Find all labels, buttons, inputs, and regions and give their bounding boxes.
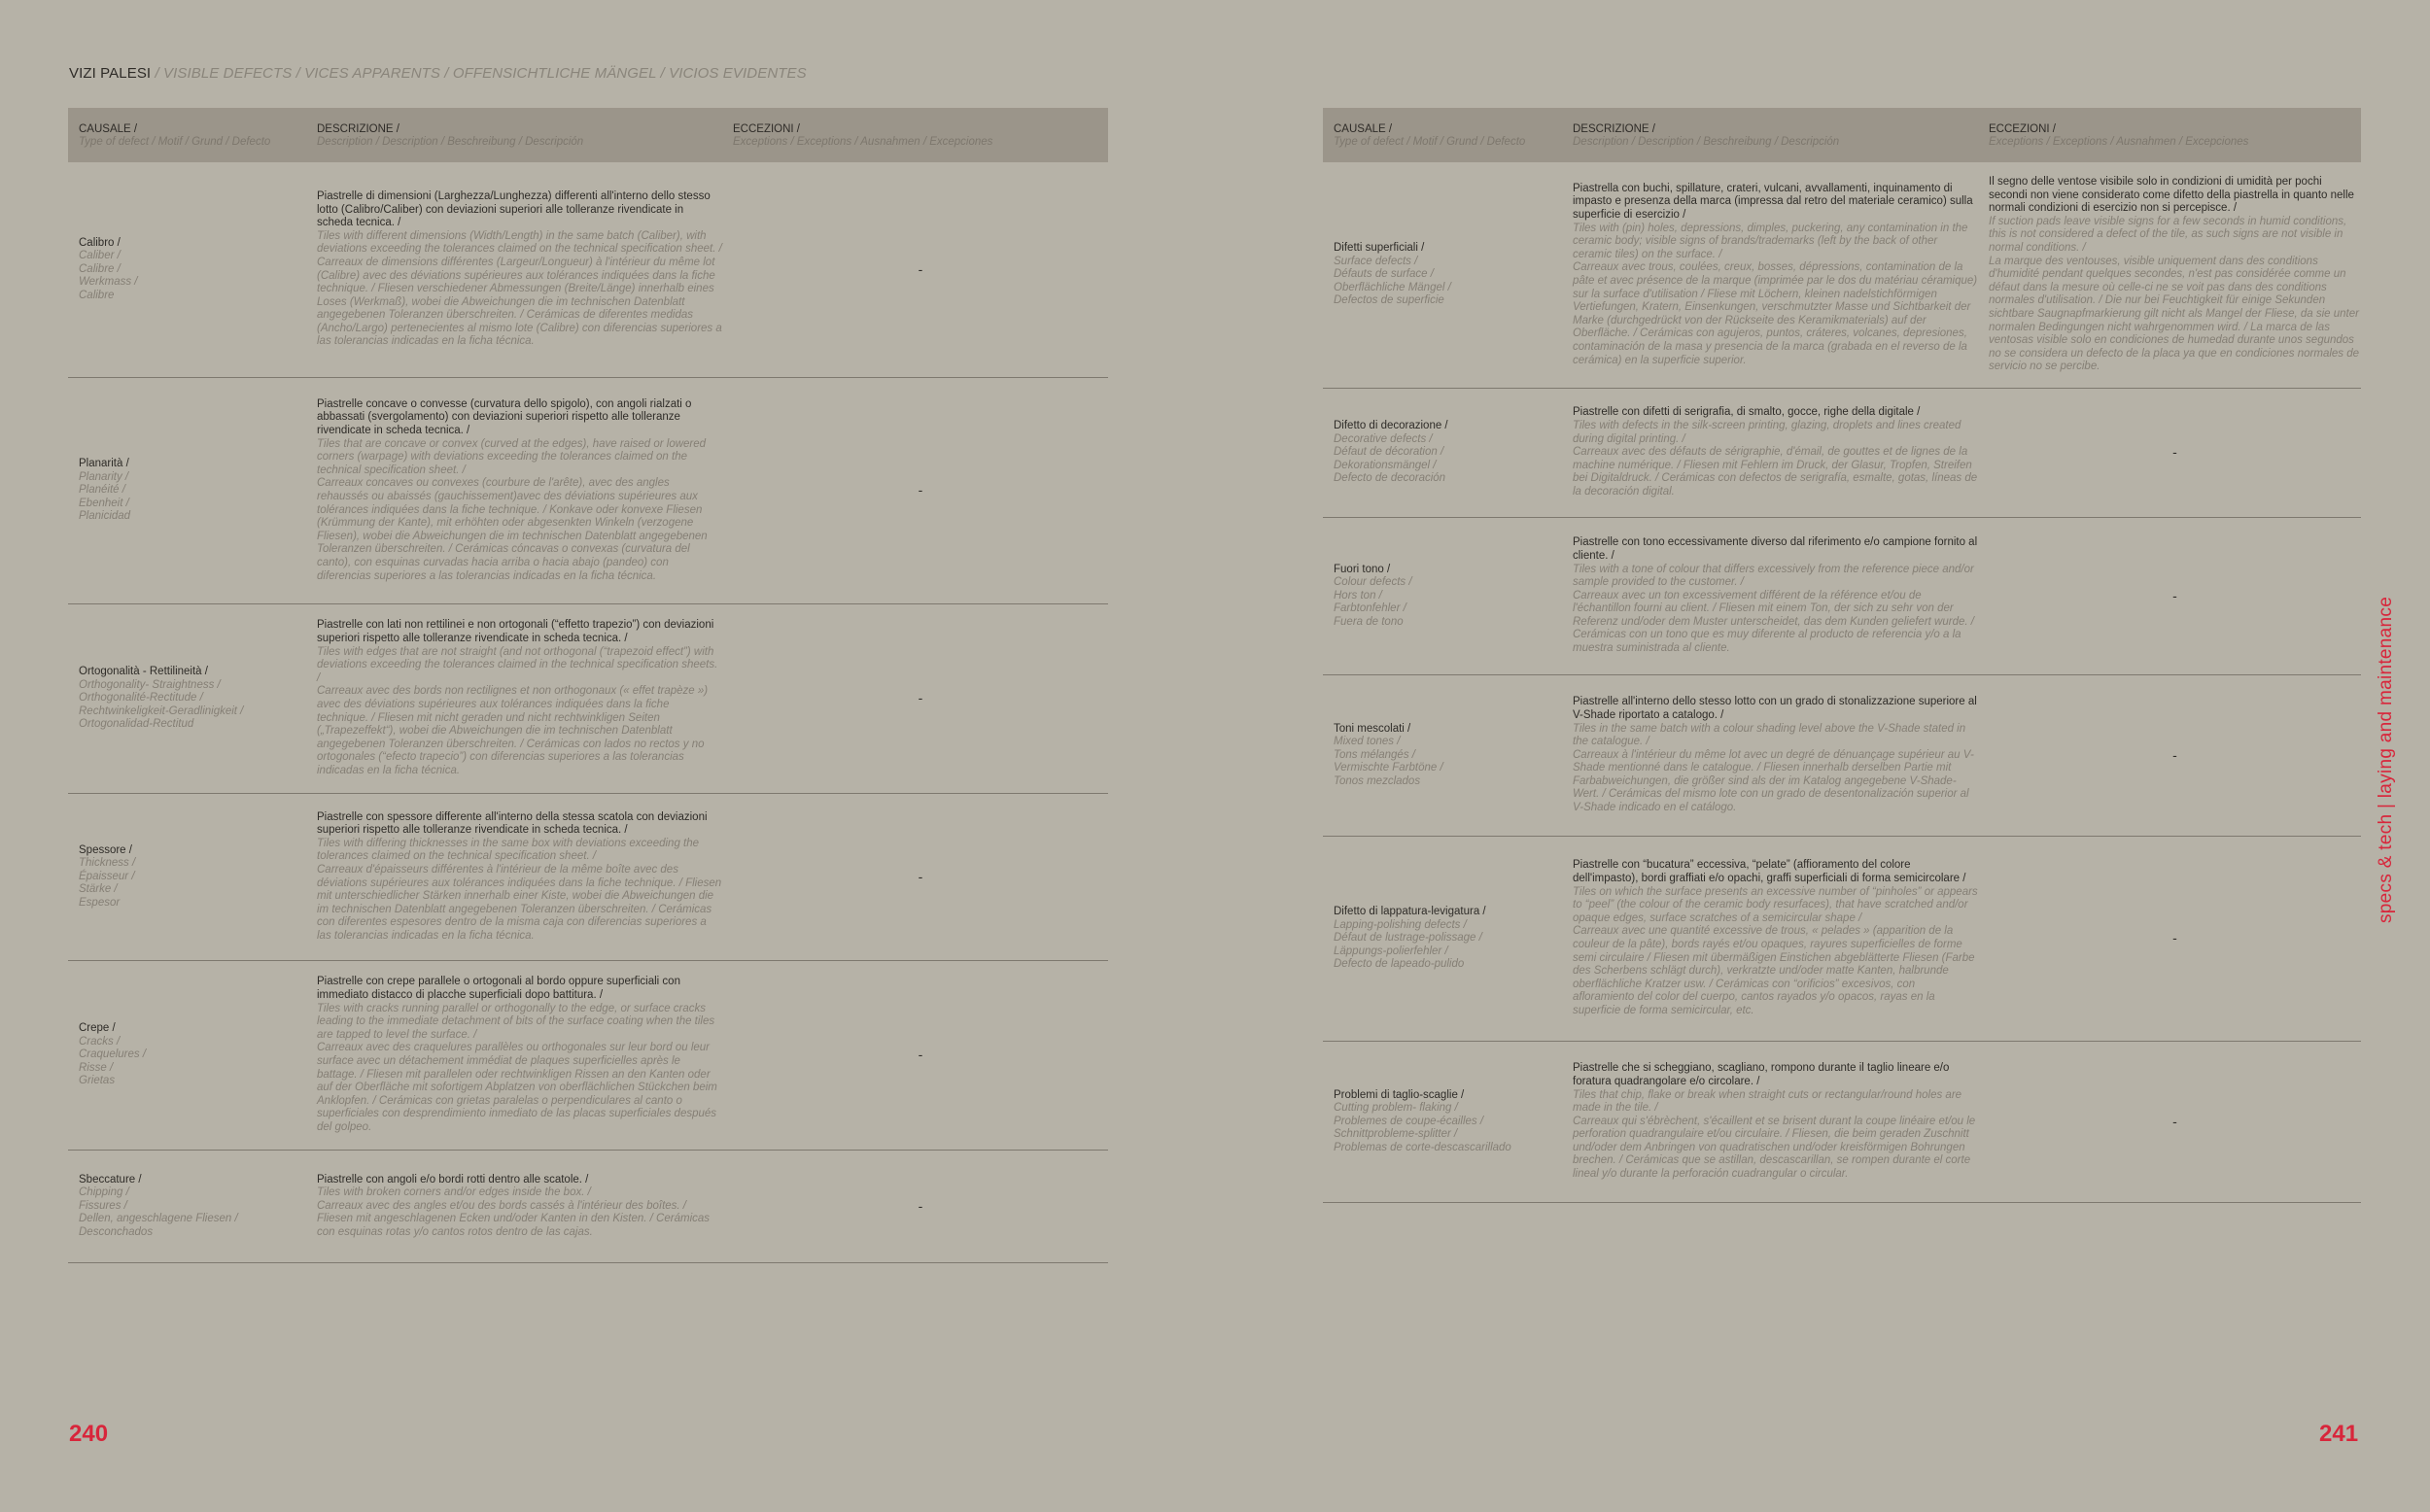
exception-cell: - [918,690,923,706]
description-cell [306,1174,722,1240]
description-cell [1562,859,1978,1017]
exception-cell: - [2172,746,2177,763]
description-text: Piastrella con buchi, spillature, crateri, vulcani, avvallamenti, inquinamento di impasto e presenza della marca (impressa dal retro del materiale ceramico) sulla superficie di esercizio / [1573,182,1973,222]
description-cell [1562,696,1978,814]
description-cell [1562,536,1978,655]
description-translations: Tiles with different dimensions (Width/Length) in the same batch (Caliber), with deviations exceeding the tolerances claimed on the technical specification sheet. / Carreaux de dimensions différentes (Largeur/Longueur) à l'intérieur du même lot (Calibre) avec des déviations supérieures aux tolérances indiquées dans la fiche technique. / Fliesen verschiedener Abmessungen (Breite/Länge) innerhalb eines Loses (Werkmaß), wobei die Abweichungen die im technischen Datenblatt angegebenen Toleranzen überschreiten. / Cerámicas de diferentes medidas (Ancho/Largo) pertenecientes al mismo lote (Calibre) con diferencias superiores a las tolerancias indicadas en la ficha técnica. [317,229,722,348]
table-row [1323,162,2361,389]
table-row [68,378,1108,604]
cause-translations: Thickness / Épaisseur / Stärke / Espesor [79,857,136,909]
cause-translations: Orthogonality- Straightness / Orthogonalité-Rectitude / Rechtwinkeligkeit-Geradlinigkeit / Ortogonalidad-Rectitud [79,678,244,731]
description-cell [1562,183,1978,367]
table-row [68,1151,1108,1263]
defects-table-left [68,108,1108,1263]
cause-translations: Cutting problem- flaking / Problemes de coupe-écailles / Schnittprobleme-splitter / Problemas de corte-descascarillado [1334,1102,1511,1153]
description-translations: Tiles with cracks running parallel or orthogonally to the edge, or surface cracks leading to the immediate detachment of bits of the surface coating when the tiles are tapped to level the surface. / Carreaux avec des craquelures parallèles ou orthogonales sur leur bord ou leur surface avec un détachement immédiat de plaques superficielles après le battage. / Fliesen mit parallelen oder rechtwinkligen Rissen an den Kanten oder auf der Oberfläche mit sofortigem Abplatzen von oberflächlichen Stückchen beim Anklopfen. / Cerámicas con grietas paralelas o perpendiculares al canto o superficiales con desprendimiento inmediato de las placas superficiales después del golpeo. [317,1002,717,1133]
cause-translations: Lapping-polishing defects / Défaut de lustrage-polissage / Läppungs-polierfehler / Defecto de lapeado-pulido [1334,918,1482,971]
cause-cell [68,844,306,911]
page-number-left: 240 [69,1421,109,1447]
description-text: Piastrelle con tono eccessivamente diverso dal riferimento e/o campione fornito al cliente. / [1573,536,1978,562]
cause-cell [1323,242,1562,308]
cause-label: Ortogonalità - Rettilineità / [79,666,208,678]
header-cause [1323,123,1562,162]
header-exceptions-translations: Exceptions / Exceptions / Ausnahmen / Excepciones [733,136,993,148]
cause-label: Difetto di decorazione / [1334,420,1448,432]
description-text: Piastrelle all'interno dello stesso lotto con un grado di stonalizzazione superiore al V-Shade riportato a catalogo. / [1573,696,1977,721]
header-exceptions-label: ECCEZIONI / [733,123,801,135]
description-translations: Tiles with (pin) holes, depressions, dimples, puckering, any contamination in the ceramic body; visible signs of brands/trademarks (left by the back of other ceramic tiles) on the surface. / Carreaux avec trous, coulées, creux, bosses, dépressions, contamination de la pâte et avec présence de la marque (imprimée par le dos du matériau céramique) sur la surface d'utilisation / Fliese mit Löchern, kleinen nadelstichförmigen Vertiefungen, Kratern, Einsenkungen, verschmutzter Masse und Sichtbarkeit der Marke (durchgedrückt von der Rückseite des Keramikmaterials) auf der Oberfläche. / Cerámicas con agujeros, puntos, cráteres, volcanes, depresiones, contaminación de la masa y presencia de la marca (grabada en el reverso de la cerámica) en la superficie superior. [1573,222,1978,366]
header-cause-label: CAUSALE / [1334,123,1393,135]
exception-cell: - [918,260,923,277]
cause-label: Spessore / [79,843,132,856]
description-text: Piastrelle con crepe parallele o ortogonali al bordo oppure superficiali con immediato distacco di placche superficiali dopo battitura. / [317,976,680,1002]
cause-label: Difetti superficiali / [1334,242,1425,255]
exception-cell: - [2172,1113,2177,1129]
table-row [68,604,1108,794]
cause-label: Calibro / [79,236,121,249]
description-text: Piastrelle di dimensioni (Larghezza/Lunghezza) differenti all'interno dello stesso lotto (Calibro/Caliber) con deviazioni superiori alle tolleranze rivendicate in scheda tecnica. / [317,189,711,229]
cause-label: Toni mescolati / [1334,722,1411,735]
table-header [1323,108,2361,162]
cause-cell [1323,723,1562,789]
header-cause [68,123,306,162]
exception-cell: - [918,1197,923,1214]
cause-cell [1323,1089,1562,1155]
description-translations: Tiles that are concave or convex (curved at the edges), have raised or lowered corners (warpage) with deviations exceeding the tolerances claimed on the technical specification sheet. / Carreaux concaves ou convexes (courbure de l'arête), avec des angles rehaussés ou abaissés (gauchissement)avec des déviations supérieures aux tolérances indiquées dans la fiche technique. / Konkave oder konvexe Fliesen (Krümmung der Kante), mit erhöhten oder abgesenkten Winkeln (verzogene Fliesen), wobei die Abweichungen die im technischen Datenblatt angegebenen Toleranzen überschreiten. / Cerámicas cóncavas o convexas (curvatura del canto), con esquinas curvadas hacia arriba o hacia abajo (pandeo) con diferencias superiores a las tolerancias indicadas en la ficha técnica. [317,437,708,582]
cause-cell [68,666,306,732]
table-row [68,162,1108,378]
cause-cell [68,1174,306,1240]
header-exceptions [722,123,1108,162]
cause-cell [1323,420,1562,486]
page-title: VIZI PALESI [69,65,152,82]
description-text: Piastrelle con lati non rettilinei e non ortogonali (“effetto trapezio”) con deviazioni superiori rispetto alle tolleranze rivendicate in scheda tecnica. / [317,619,714,645]
description-cell [306,398,722,583]
description-translations: Tiles in the same batch with a colour shading level above the V-Shade stated in the catalogue. / Carreaux à l'intérieur du même lot avec un degré de dénuançage supérieur au V-Shade mentionné dans le catalogue. / Fliesen innerhalb derselben Partie mit Farbabweichungen, die größer sind als der im Katalog angegebene V-Shade-Wert. / Cerámicas del mismo lote con un grado de desentonalización superior al V-Shade indicado en el catálogo. [1573,722,1974,814]
cause-label: Fuori tono / [1334,563,1391,575]
header-description [1562,123,1978,162]
cause-translations: Decorative defects / Défaut de décoration / Dekorationsmängel / Defecto de decoración [1334,432,1446,485]
description-translations: Tiles with broken corners and/or edges inside the box. / Carreaux avec des angles et/ou des bords cassés à l'intérieur des boîtes. / Fliesen mit angeschlagenen Ecken und/oder Kanten in den Kisten. / Cerámicas con esquinas rotas y/o cantos rotos dentro de las cajas. [317,1186,711,1238]
side-section-title: specs & tech | laying and maintenance [2376,596,2396,923]
description-text: Piastrelle con difetti di serigrafia, di smalto, gocce, righe della digitale / [1573,406,1921,419]
table-row [1323,1042,2361,1203]
header-description-translations: Description / Description / Beschreibung / Descripción [317,136,584,148]
table-row [68,961,1108,1151]
cause-cell [68,237,306,303]
cause-translations: Chipping / Fissures / Dellen, angeschlagene Fliesen / Desconchados [79,1186,238,1238]
cause-label: Crepe / [79,1022,116,1035]
cause-cell [1323,906,1562,972]
exception-cell: - [2172,444,2177,461]
cause-cell [68,458,306,524]
cause-label: Planarità / [79,458,129,470]
description-cell [306,811,722,944]
description-cell [306,619,722,777]
cause-cell [1323,564,1562,630]
description-translations: Tiles with a tone of colour that differs excessively from the reference piece and/or sample provided to the customer. / Carreaux avec un ton excessivement différent de la référence et/ou de l'échantillon fourni au client. / Fliesen mit einem Ton, der sich zu sehr von der Referenz und/oder dem Muster unterscheidet, das dem Kunden geliefert wurde. / Cerámicas con un tono que es muy diferente al producto de referencia y/o a la muestra suministrada al cliente. [1573,563,1974,655]
header-cause-translations: Type of defect / Motif / Grund / Defecto [79,136,271,148]
header-exceptions-label: ECCEZIONI / [1989,123,2057,135]
description-translations: Tiles with defects in the silk-screen printing, glazing, droplets and lines created during digital printing. / Carreaux avec des défauts de sérigraphie, d'émail, de gouttes et de lignes de la machine numérique. / Fliesen mit Fehlern im Druck, der Glasur, Tropfen, Streifen bei Digitaldruck. / Cerámicas con defectos de serigrafía, esmalte, gotas, líneas de la decoración digital. [1573,420,1978,498]
table-row [1323,518,2361,675]
cause-translations: Planarity / Planéité / Ebenheit / Planicidad [79,470,131,523]
defects-table-right [1323,108,2361,1203]
page-header [69,65,807,82]
description-text: Piastrelle che si scheggiano, scagliano, rompono durante il taglio lineare e/o foratura quadrangolare e/o circolare. / [1573,1062,1950,1087]
table-header [68,108,1108,162]
table-row [68,794,1108,961]
description-text: Piastrelle con “bucatura” eccessiva, “pelate” (affioramento del colore dell'impasto), bordi graffiati e/o opachi, graffi superficiali di forma semicircolare / [1573,859,1966,885]
exception-text: Il segno delle ventose visibile solo in condizioni di umidità per pochi secondi non viene considerato come difetto della piastrella in quanto nelle normali condizioni di esercizio non si percepisce. / [1989,176,2354,215]
description-text: Piastrelle concave o convesse (curvatura dello spigolo), con angoli rialzati o abbassati (svergolamento) con deviazioni superiori rispetto alle tolleranze rivendicate in scheda tecnica. / [317,397,692,437]
exception-cell: - [918,1047,923,1063]
header-description [306,123,722,162]
cause-label: Difetto di lappatura-levigatura / [1334,906,1486,918]
exception-translations: If suction pads leave visible signs for a few seconds in humid conditions, this is not considered a defect of the tile, as such signs are not visible in normal conditions. / La marque des ventouses, visible uniquement dans des conditions d'humidité pendant quelques secondes, n'est pas considérée comme un défaut dans la mesure où celle-ci ne se voit pas dans des conditions normales d'utilisation. / Die nur bei Feuchtigkeit für einige Sekunden sichtbare Saugnapfmarkierung gilt nicht als Mangel der Fliese, da sie unter normalen Bedingungen nicht wahrgenommen wird. / La marca de las ventosas visible solo en condiciones de humedad durante unos segundos no se considera un defecto de la placa ya que en condiciones normales de servicio no se percibe. [1989,215,2360,373]
cause-label: Problemi di taglio-scaglie / [1334,1088,1465,1101]
header-description-label: DESCRIZIONE / [1573,123,1655,135]
description-text: Piastrelle con spessore differente all'interno della stessa scatola con deviazioni superiori rispetto alle tolleranze rivendicate in scheda tecnica. / [317,810,708,837]
exception-cell: - [2172,587,2177,603]
description-translations: Tiles with edges that are not straight (and not orthogonal (“trapezoid effect”) with deviations exceeding the tolerances claimed in the technical specification sheets. / Carreaux avec des bords non rectilignes et non orthogonaux (« effet trapèze ») avec des déviations supérieures aux tolérances indiquées dans la fiche technique. / Fliesen mit nicht geraden und nicht rechtwinkligen Seiten („Trapezeffekt“), wobei die Abweichungen die im technischen Datenblatt angegebenen Toleranzen überschreiten. / Cerámicas con lados no rectos y no ortogonales (“efecto trapecio”) con diferencias superiores a las tolerancias indicadas en la ficha técnica. [317,645,718,776]
cause-translations: Mixed tones / Tons mélangés / Vermischte Farbtöne / Tonos mezclados [1334,736,1443,787]
description-translations: Tiles with differing thicknesses in the same box with deviations exceeding the tolerances claimed on the technical specification sheet. / Carreaux d'épaisseurs différentes à l'intérieur de la même boîte avec des déviations supérieures aux tolérances indiquées dans la fiche technique. / Fliesen mit unterschiedlicher Stärken innerhalb einer Kiste, wobei die Abweichungen die im technischen Datenblatt angegebenen Toleranzen überschreiten. / Cerámicas con diferentes espesores dentro de la misma caja con diferencias superiores a las tolerancias indicadas en la ficha técnica. [317,837,722,942]
page-number-right: 241 [2319,1421,2359,1447]
cause-cell [68,1022,306,1088]
table-row [1323,675,2361,837]
header-description-label: DESCRIZIONE / [317,123,399,135]
table-row [1323,837,2361,1042]
description-cell [306,190,722,349]
exception-cell: - [918,482,923,498]
cause-translations: Caliber / Calibre / Werkmass / Calibre [79,250,138,301]
cause-translations: Cracks / Craquelures / Risse / Grietas [79,1035,147,1087]
description-translations: Tiles on which the surface presents an excessive number of “pinholes” or appears to “peel” (the colour of the ceramic body resurfaces), that have scratched and/or opaque edges, surface scratches of a semicircular shape / Carreaux avec une quantité excessive de trous, « pelades » (apparition de la couleur de la pâte), bords rayés et/ou opaques, rayures superficielles de forme semi circulaire / Fliesen mit übermäßigen Einstichen abgeblätterte Fliesen (Farbe des Scherbens schlägt durch), verkratzte und/oder matte Kanten, halbrunde oberflächliche Kratzer usw. / Cerámicas con “orificios” excesivos, con afloramiento del color del cuerpo, cantos rayados y/o opacos, rayas en la superficie de forma semicircular, etc. [1573,885,1978,1016]
cause-label: Sbeccature / [79,1173,142,1186]
header-exceptions-translations: Exceptions / Exceptions / Ausnahmen / Excepciones [1989,136,2249,148]
header-cause-label: CAUSALE / [79,123,138,135]
cause-translations: Colour defects / Hors ton / Farbtonfehler / Fuera de tono [1334,576,1412,628]
exception-cell [1978,176,2361,374]
cause-translations: Surface defects / Défauts de surface / Oberflächliche Mängel / Defectos de superficie [1334,255,1451,307]
header-description-translations: Description / Description / Beschreibung / Descripción [1573,136,1840,148]
exception-cell: - [2172,930,2177,946]
description-cell [1562,1062,1978,1181]
description-cell [1562,406,1978,498]
description-translations: Tiles that chip, flake or break when straight cuts or rectangular/round holes are made in the tile. / Carreaux qui s'ébrèchent, s'écaillent et se brisent durant la coupe linéaire et/ou le perforation quadrangulaire et/ou circulaire. / Fliesen, die beim geraden Zuschnitt und/oder dem Anbringen von quadratischen und/oder kreisförmigen Bohrungen brechen. / Cerámicas que se astillan, descascarillan, se rompen durante el corte lineal y/o durante la perforación cuadrangular o circular. [1573,1088,1976,1181]
description-text: Piastrelle con angoli e/o bordi rotti dentro alle scatole. / [317,1173,589,1186]
description-cell [306,976,722,1134]
header-exceptions [1978,123,2361,162]
page-subtitle: / VISIBLE DEFECTS / VICES APPARENTS / OFFENSICHTLICHE MÄNGEL / VICIOS EVIDENTES [151,65,807,82]
header-cause-translations: Type of defect / Motif / Grund / Defecto [1334,136,1526,148]
table-row [1323,389,2361,518]
exception-cell: - [918,868,923,884]
